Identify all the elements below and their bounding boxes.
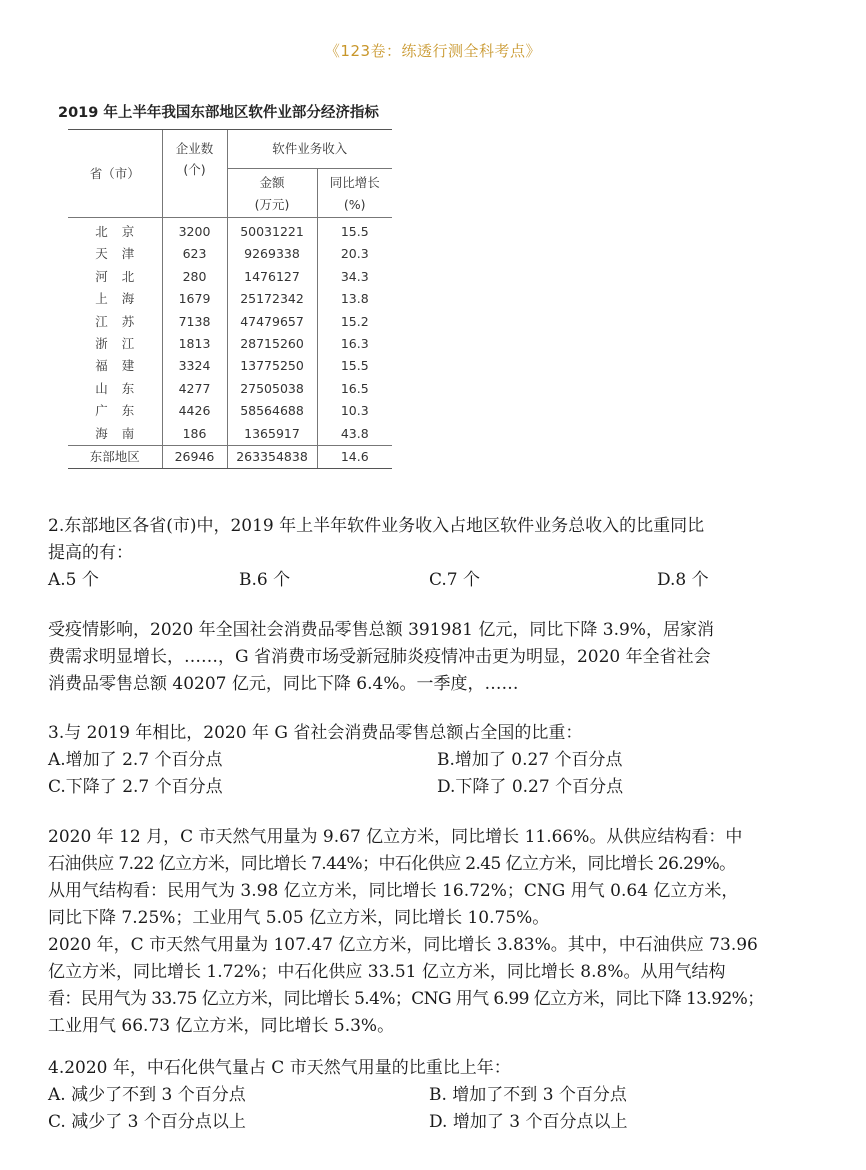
question-3-stem: 3.与 2019 年相比，2020 年 G 省社会消费品零售总额占全国的比重： (48, 723, 583, 743)
cell-enterprises: 3200 (162, 218, 227, 244)
cell-amount: 50031221 (227, 218, 317, 244)
passage-line: 看：民用气为 33.75 亿立方米，同比增长 5.4%；CNG 用气 6.99 亿立方米，同比下降 13.92%； (48, 989, 764, 1009)
passage-consumption (48, 617, 828, 698)
table-row (68, 333, 392, 355)
cell-province: 北京 (95, 224, 149, 239)
cell-province: 江苏 (95, 313, 149, 329)
cell-growth: 43.8 (317, 423, 392, 446)
option-d[interactable]: D.8 个 (657, 570, 709, 590)
question-3 (48, 720, 828, 801)
question-4-options-row1 (48, 1082, 828, 1109)
question-3-options-row1 (48, 747, 828, 774)
passage-line: 从用气结构看：民用气为 3.98 亿立方米，同比增长 16.72%；CNG 用气 0.64 亿立方米， (48, 881, 739, 901)
option-a[interactable]: A.增加了 2.7 个百分点 (48, 750, 223, 770)
question-2-stem-line1: 2.东部地区各省(市)中，2019 年上半年软件业务收入占地区软件业务总收入的比重同比 (48, 516, 705, 536)
page-header: 《123卷：练透行测全科考点》 (324, 42, 542, 60)
cell-enterprises: 186 (162, 423, 227, 446)
cell-province: 河北 (95, 268, 149, 284)
table-row (68, 355, 392, 377)
passage-line: 费需求明显增长，……，G 省消费市场受新冠肺炎疫情冲击更为明显，2020 年全省社会 (48, 647, 711, 667)
cell-enterprises: 1679 (162, 288, 227, 310)
option-c[interactable]: C.7 个 (429, 570, 481, 590)
header-amount: 金额 (万元) (227, 169, 317, 218)
cell-enterprises: 623 (162, 243, 227, 265)
cell-amount: 28715260 (227, 333, 317, 355)
option-c[interactable]: C. 减少了 3 个百分点以上 (48, 1112, 246, 1132)
option-a[interactable]: A. 减少了不到 3 个百分点 (48, 1085, 246, 1105)
question-2-options (48, 567, 828, 594)
cell-amount: 47479657 (227, 311, 317, 333)
passage-line: 受疫情影响，2020 年全国社会消费品零售总额 391981 亿元，同比下降 3.9%，居家消 (48, 620, 714, 640)
option-b[interactable]: B.增加了 0.27 个百分点 (437, 750, 623, 770)
cell-growth: 20.3 (317, 243, 392, 265)
cell-enterprises: 7138 (162, 311, 227, 333)
cell-growth: 16.5 (317, 378, 392, 400)
cell-enterprises: 4426 (162, 400, 227, 422)
table-row (68, 243, 392, 265)
cell-amount: 1365917 (227, 423, 317, 446)
passage-line: 工业用气 66.73 亿立方米，同比增长 5.3%。 (48, 1016, 395, 1036)
cell-enterprises: 4277 (162, 378, 227, 400)
table-row (68, 288, 392, 310)
cell-amount: 1476127 (227, 266, 317, 288)
passage-natural-gas (48, 824, 828, 1040)
option-d[interactable]: D. 增加了 3 个百分点以上 (429, 1112, 628, 1132)
header-enterprises: 企业数 (个) (162, 130, 227, 218)
cell-amount: 25172342 (227, 288, 317, 310)
cell-growth: 15.5 (317, 355, 392, 377)
header-revenue-group: 软件业务收入 (227, 130, 392, 169)
option-d[interactable]: D.下降了 0.27 个百分点 (437, 777, 624, 797)
table-row (68, 378, 392, 400)
passage-line: 2020 年，C 市天然气用量为 107.47 亿立方米，同比增长 3.83%。其中，中石油供应 73.96 (48, 935, 758, 955)
cell-province: 福建 (95, 358, 149, 374)
table-row (68, 400, 392, 422)
passage-line: 消费品零售总额 40207 亿元，同比下降 6.4%。一季度，…… (48, 674, 519, 694)
cell-province: 广东 (95, 403, 149, 419)
cell-amount: 263354838 (227, 446, 317, 469)
table-title: 2019 年上半年我国东部地区软件业部分经济指标 (58, 105, 379, 121)
table-row (68, 218, 392, 244)
cell-enterprises: 1813 (162, 333, 227, 355)
cell-province: 上海 (95, 291, 149, 307)
table-row-total (68, 446, 392, 469)
cell-amount: 13775250 (227, 355, 317, 377)
cell-growth: 16.3 (317, 333, 392, 355)
option-c[interactable]: C.下降了 2.7 个百分点 (48, 777, 223, 797)
cell-amount: 58564688 (227, 400, 317, 422)
cell-growth: 14.6 (317, 446, 392, 469)
question-4 (48, 1055, 828, 1136)
passage-line: 同比下降 7.25%；工业用气 5.05 亿立方米，同比增长 10.75%。 (48, 908, 550, 928)
cell-province: 山东 (95, 380, 149, 396)
cell-enterprises: 26946 (162, 446, 227, 469)
header-growth: 同比增长 (%) (317, 169, 392, 218)
passage-line: 亿立方米，同比增长 1.72%；中石化供应 33.51 亿立方米，同比增长 8.8%。从用气结构 (48, 962, 726, 982)
table-row (68, 266, 392, 288)
economic-indicators-table (68, 129, 392, 469)
header-province: 省（市） (68, 130, 162, 218)
question-2 (48, 513, 828, 594)
cell-province: 海南 (95, 425, 149, 441)
cell-growth: 13.8 (317, 288, 392, 310)
cell-growth: 15.2 (317, 311, 392, 333)
question-4-options-row2 (48, 1109, 828, 1136)
question-3-options-row2 (48, 774, 828, 801)
cell-growth: 15.5 (317, 218, 392, 244)
cell-province: 浙江 (95, 336, 149, 352)
cell-province: 天津 (95, 246, 149, 262)
cell-growth: 34.3 (317, 266, 392, 288)
cell-province: 东部地区 (68, 446, 162, 469)
question-2-stem-line2: 提高的有： (48, 543, 133, 563)
passage-line: 石油供应 7.22 亿立方米，同比增长 7.44%；中石化供应 2.45 亿立方米，同比增长 26.29%。 (48, 854, 736, 874)
option-a[interactable]: A.5 个 (48, 570, 99, 590)
table-row (68, 311, 392, 333)
cell-enterprises: 3324 (162, 355, 227, 377)
option-b[interactable]: B. 增加了不到 3 个百分点 (429, 1085, 627, 1105)
cell-amount: 27505038 (227, 378, 317, 400)
cell-growth: 10.3 (317, 400, 392, 422)
table-row (68, 423, 392, 446)
passage-line: 2020 年 12 月，C 市天然气用量为 9.67 亿立方米，同比增长 11.66%。从供应结构看：中 (48, 827, 743, 847)
question-4-stem: 4.2020 年，中石化供气量占 C 市天然气用量的比重比上年： (48, 1058, 511, 1078)
cell-amount: 9269338 (227, 243, 317, 265)
cell-enterprises: 280 (162, 266, 227, 288)
option-b[interactable]: B.6 个 (239, 570, 291, 590)
